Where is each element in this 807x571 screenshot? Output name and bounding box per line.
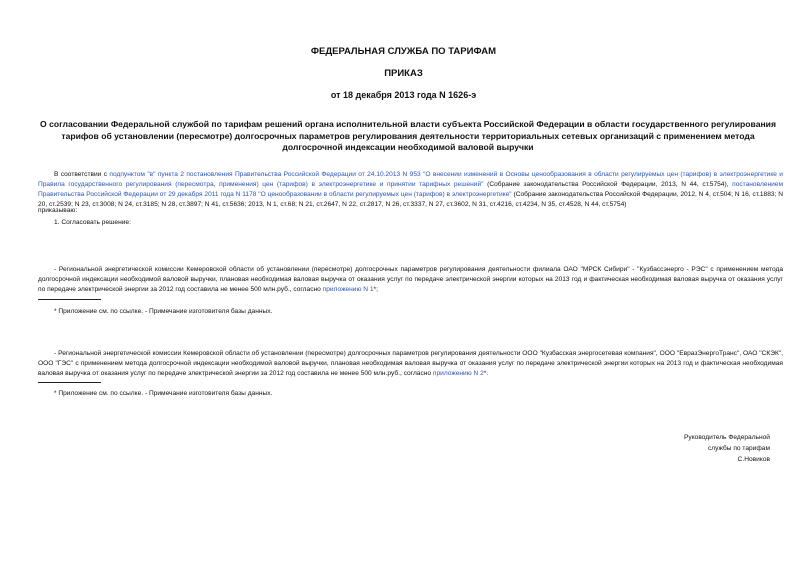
signature-name: С.Новиков (737, 456, 770, 463)
link-appendix-1[interactable]: приложению N 1 (322, 286, 374, 293)
decision-1 (38, 265, 783, 295)
signature-block (620, 432, 770, 465)
decision-1-suffix: *; (373, 286, 378, 293)
signature-line-1: Руководитель Федеральной (684, 434, 770, 441)
link-decree-953[interactable]: подпунктом "в" пункта 2 постановления Правительства Российской Федерации от 24.10.2013 N 953 "О внесении изменений в Основы ценообразования в области регулируемых цен (тарифов) в электроэнергетике и Правила государственного регулирования (пересмотра, применения) цен (тарифов) в электроэнергетике и принятии тарифных решений" (38, 171, 783, 188)
footnote-2: * Приложение см. по ссылке. - Примечание изготовителя базы данных. (54, 390, 273, 397)
link-decree-1178[interactable]: постановлением Правительства Российской Федерации от 29 декабря 2011 года N 1178 "О ценообразовании в области регулируемых цен (тарифов) в электроэнергетике" (38, 181, 783, 198)
preamble-text-2: (Собрание законодательства Российской Федерации, 2013, N 44, ст.5754), (483, 181, 733, 188)
doc-type-heading: ПРИКАЗ (384, 68, 423, 79)
signature-line-2: службы по тарифам (707, 445, 770, 452)
decision-2-text: - Региональной энергетической комиссии Кемеровской области об установлении (пересмотре) долгосрочных параметров регулирования деятельности ООО "Кузбасская энергосетевая компания", ООО "ЕвразЭнергоТранс", ОАО "СКЭК", ООО "ГЭС" с применением метода долгосрочной индексации необходимой валовой выручки, плановая необходимая валовая выручка от оказания услуг по передаче электрической энергии которых на 2013 год и фактическая необходимая валовая выручка от оказания услуг по передаче электрической энергии за 2012 год составила не менее 500 млн.руб., согласно (38, 350, 783, 377)
order-word: приказываю: (38, 207, 78, 214)
footnote-1: * Приложение см. по ссылке. - Примечание изготовителя базы данных. (54, 308, 273, 315)
preamble-text-1: В соответствии с (54, 171, 110, 178)
decision-2-suffix: *. (483, 370, 489, 377)
footnote-divider-1 (38, 299, 101, 300)
decision-2 (38, 349, 783, 379)
decision-1-text: - Региональной энергетической комиссии Кемеровской области об установлении (пересмотре) долгосрочных параметров регулирования деятельности филиала ОАО "МРСК Сибири" - "Кузбассэнерго - РЭС" с применением метода долгосрочной индексации необходимой валовой выручки, плановая необходимая валовая выручка от оказания услуг по передаче электрической энергии которых на 2013 год и фактическая необходимая валовая выручка от оказания услуг по передаче электрической энергии за 2012 год составила не менее 500 млн.руб., согласно (38, 266, 783, 293)
preamble-paragraph (38, 170, 783, 210)
date-number: от 18 декабря 2013 года N 1626-э (330, 90, 477, 100)
agency-heading: ФЕДЕРАЛЬНАЯ СЛУЖБА ПО ТАРИФАМ (310, 46, 497, 57)
footnote-divider-2 (38, 382, 101, 383)
item-1: 1. Согласовать решение: (54, 219, 131, 226)
preamble-text-3: (Собрание законодательства Российской Федерации, 2012, N 4, ст.504; N 16, ст.1883; N 20, ст.2539; N 23, ст.3008; N 24, ст.3185; N 28, ст.3897; N 41, ст.5636; 2013, N 1, ст.68; N 21, ст.2647, N 22, ст.2817, N 26, ст.3337, N 27, ст.3602, N 31, ст.4216, ст.4234, N 35, ст.4528, N 44, ст.5754) (38, 191, 783, 208)
link-appendix-2[interactable]: приложению N 2 (432, 370, 484, 377)
document-title: О согласовании Федеральной службой по тарифам решений органа исполнительной власти субъекта Российской Федерации в области государственного регулирования тарифов об установлении (пересмотре) долгосрочных параметров регулирования деятельности территориальных сетевых организаций с применением метода долгосрочной индексации необходимой валовой выручки (40, 119, 776, 152)
